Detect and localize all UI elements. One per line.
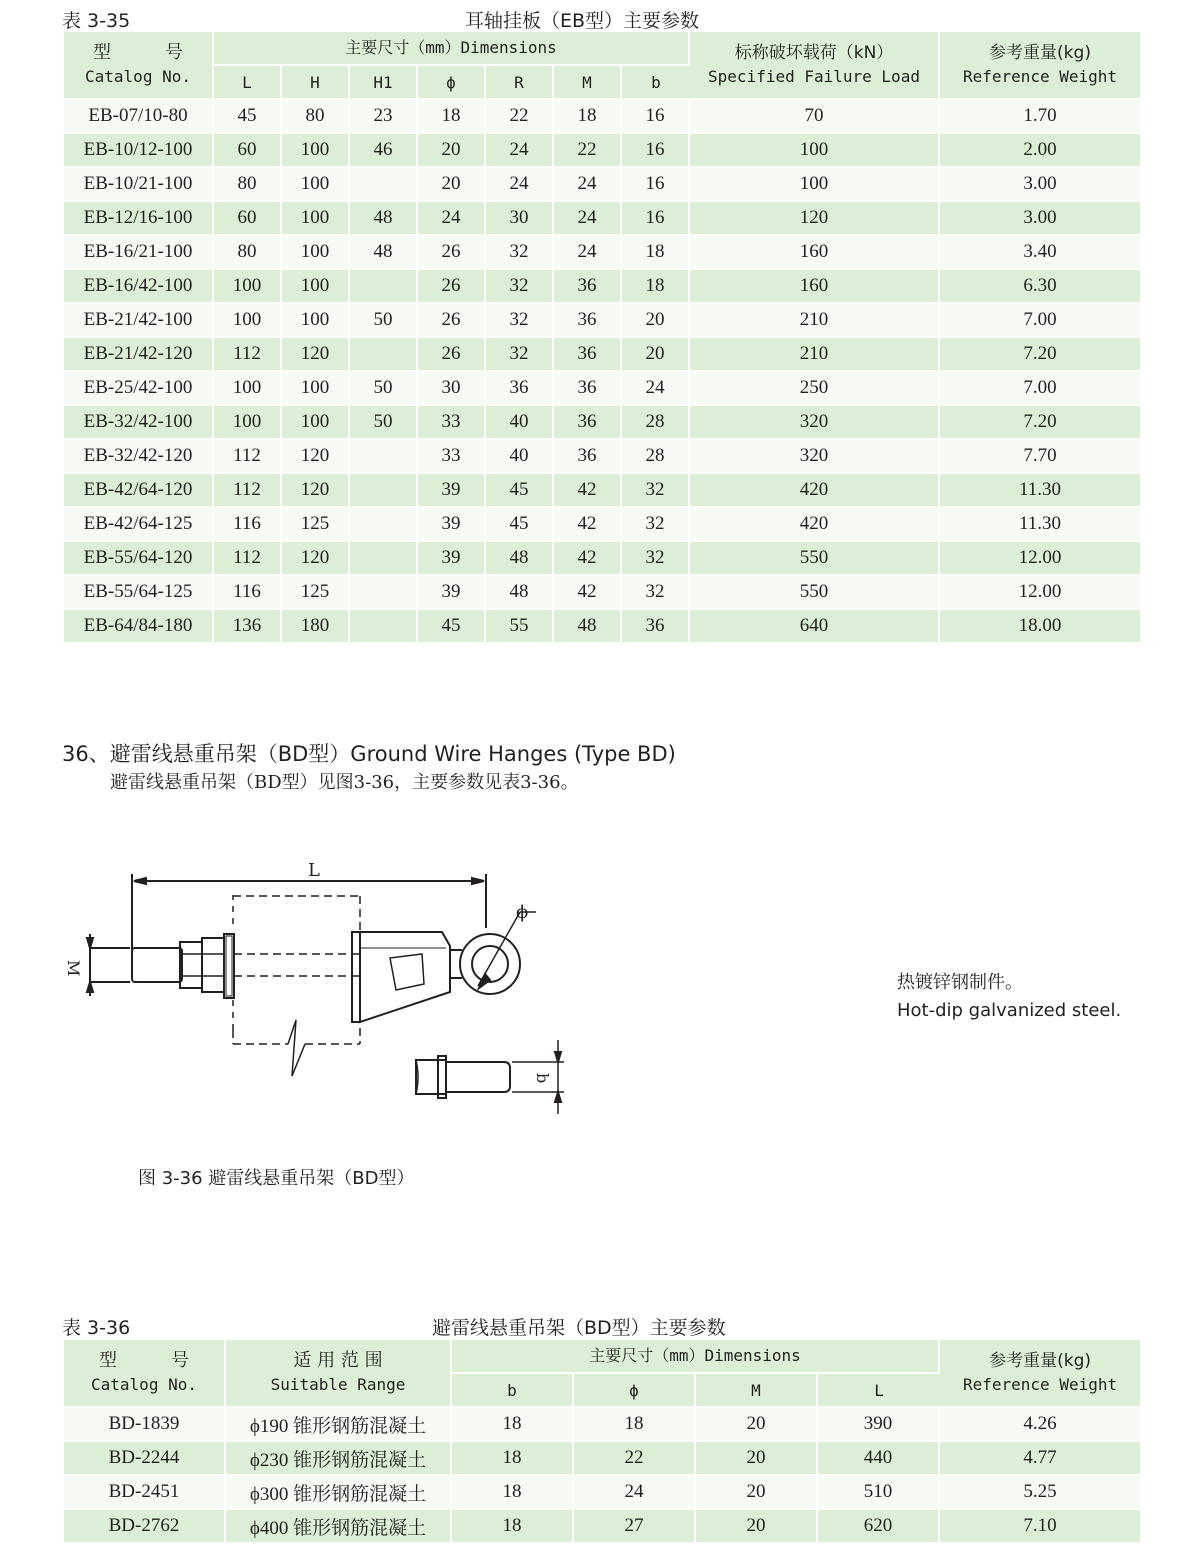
dim-label-phi: ϕ bbox=[516, 902, 529, 923]
table-cell: EB-21/42-120 bbox=[64, 338, 214, 372]
table-row bbox=[64, 338, 1140, 372]
table-cell: 24 bbox=[554, 168, 622, 202]
table-cell: 112 bbox=[214, 474, 282, 508]
table-cell: 80 bbox=[214, 236, 282, 270]
table-cell: 100 bbox=[282, 270, 350, 304]
table-cell: 42 bbox=[554, 542, 622, 576]
material-note-en: Hot-dip galvanized steel. bbox=[897, 1000, 1122, 1021]
table-cell: 18 bbox=[554, 100, 622, 134]
table-cell: 100 bbox=[690, 168, 940, 202]
dimensions-header: 主要尺寸（mm）Dimensions bbox=[452, 1340, 940, 1374]
col-header-phi: ϕ bbox=[418, 66, 486, 100]
table-cell: 22 bbox=[554, 134, 622, 168]
table-35-title: 耳轴挂板（EB型）主要参数 bbox=[465, 10, 700, 32]
table-cell: 20 bbox=[622, 304, 690, 338]
col-header-phi: ϕ bbox=[574, 1374, 696, 1408]
table-cell: 24 bbox=[486, 134, 554, 168]
table-cell: 18.00 bbox=[940, 610, 1140, 644]
table-cell: 32 bbox=[622, 576, 690, 610]
table-cell: 20 bbox=[696, 1408, 818, 1442]
table-row bbox=[64, 542, 1140, 576]
table-cell: 7.70 bbox=[940, 440, 1140, 474]
table-cell: 24 bbox=[554, 202, 622, 236]
bd-hanger-drawing bbox=[60, 850, 600, 1120]
table-cell: 11.30 bbox=[940, 474, 1140, 508]
table-cell: 420 bbox=[690, 474, 940, 508]
table-cell: BD-2244 bbox=[64, 1442, 226, 1476]
table-cell: 48 bbox=[350, 236, 418, 270]
table-cell: 12.00 bbox=[940, 576, 1140, 610]
table-row bbox=[64, 1510, 1140, 1544]
dimensions-header: 主要尺寸（mm）Dimensions bbox=[214, 32, 690, 66]
table-cell: 24 bbox=[554, 236, 622, 270]
table-cell: 125 bbox=[282, 508, 350, 542]
table-cell: 320 bbox=[690, 440, 940, 474]
table-row bbox=[64, 304, 1140, 338]
table-cell: 100 bbox=[214, 270, 282, 304]
table-cell: 40 bbox=[486, 440, 554, 474]
table-cell: 22 bbox=[574, 1442, 696, 1476]
table-cell: 18 bbox=[452, 1408, 574, 1442]
table-cell: 26 bbox=[418, 338, 486, 372]
col-header-H1: H1 bbox=[350, 66, 418, 100]
table-cell: 32 bbox=[486, 304, 554, 338]
table-cell: 120 bbox=[282, 474, 350, 508]
table-cell: 136 bbox=[214, 610, 282, 644]
table-cell: 80 bbox=[282, 100, 350, 134]
table-cell: 180 bbox=[282, 610, 350, 644]
table-cell: 48 bbox=[486, 576, 554, 610]
table-cell: 112 bbox=[214, 542, 282, 576]
table-cell: 42 bbox=[554, 474, 622, 508]
table-cell: 18 bbox=[574, 1408, 696, 1442]
table-cell: EB-16/42-100 bbox=[64, 270, 214, 304]
table-cell: 36 bbox=[554, 440, 622, 474]
table-cell: 24 bbox=[486, 168, 554, 202]
table-cell: 36 bbox=[554, 338, 622, 372]
table-36 bbox=[64, 1340, 1140, 1544]
table-cell: 36 bbox=[554, 406, 622, 440]
table-cell: 30 bbox=[486, 202, 554, 236]
table-cell: 4.77 bbox=[940, 1442, 1140, 1476]
table-row bbox=[64, 100, 1140, 134]
table-cell: EB-42/64-120 bbox=[64, 474, 214, 508]
table-35 bbox=[64, 32, 1140, 644]
table-cell: 26 bbox=[418, 236, 486, 270]
table-cell: EB-42/64-125 bbox=[64, 508, 214, 542]
table-cell: 48 bbox=[350, 202, 418, 236]
table-cell: 39 bbox=[418, 576, 486, 610]
table-cell: 60 bbox=[214, 134, 282, 168]
table-cell: EB-55/64-120 bbox=[64, 542, 214, 576]
catalog-header: 型 号 Catalog No. bbox=[64, 32, 214, 100]
table-cell: 23 bbox=[350, 100, 418, 134]
table-cell: 32 bbox=[486, 270, 554, 304]
table-cell: 39 bbox=[418, 474, 486, 508]
table-cell: 45 bbox=[214, 100, 282, 134]
table-cell: EB-25/42-100 bbox=[64, 372, 214, 406]
table-cell: EB-07/10-80 bbox=[64, 100, 214, 134]
failure-load-header: 标称破坏载荷（kN） Specified Failure Load bbox=[690, 32, 940, 100]
table-cell: 550 bbox=[690, 576, 940, 610]
material-note-cn: 热镀锌钢制件。 bbox=[897, 972, 1023, 993]
table-cell: 11.30 bbox=[940, 508, 1140, 542]
table-cell: BD-2451 bbox=[64, 1476, 226, 1510]
table-cell: 55 bbox=[486, 610, 554, 644]
table-cell: 33 bbox=[418, 440, 486, 474]
table-cell: ϕ300 锥形钢筋混凝土 bbox=[226, 1476, 452, 1510]
table-cell: 16 bbox=[622, 100, 690, 134]
table-cell: 12.00 bbox=[940, 542, 1140, 576]
table-cell: 550 bbox=[690, 542, 940, 576]
table-cell: 48 bbox=[554, 610, 622, 644]
table-36-title: 避雷线悬重吊架（BD型）主要参数 bbox=[432, 1317, 726, 1339]
table-cell: EB-10/12-100 bbox=[64, 134, 214, 168]
table-cell: ϕ230 锥形钢筋混凝土 bbox=[226, 1442, 452, 1476]
table-cell: 120 bbox=[282, 338, 350, 372]
table-cell: 22 bbox=[486, 100, 554, 134]
table-cell: EB-55/64-125 bbox=[64, 576, 214, 610]
table-cell: 36 bbox=[554, 372, 622, 406]
table-cell: 36 bbox=[486, 372, 554, 406]
table-cell: 36 bbox=[554, 270, 622, 304]
col-header-b: b bbox=[452, 1374, 574, 1408]
table-row bbox=[64, 610, 1140, 644]
table-cell: 32 bbox=[622, 508, 690, 542]
table-cell: EB-32/42-100 bbox=[64, 406, 214, 440]
table-cell: 60 bbox=[214, 202, 282, 236]
table-cell: 28 bbox=[622, 406, 690, 440]
table-cell: 26 bbox=[418, 270, 486, 304]
col-header-H: H bbox=[282, 66, 350, 100]
table-cell: 20 bbox=[696, 1442, 818, 1476]
table-cell: 100 bbox=[282, 236, 350, 270]
table-cell: 7.20 bbox=[940, 406, 1140, 440]
dim-label-b: b bbox=[533, 1073, 552, 1084]
dim-label-L: L bbox=[308, 860, 320, 881]
table-cell: 24 bbox=[622, 372, 690, 406]
table-cell: 18 bbox=[622, 236, 690, 270]
col-header-L: L bbox=[818, 1374, 940, 1408]
table-cell bbox=[350, 542, 418, 576]
table-cell: 18 bbox=[622, 270, 690, 304]
table-cell: 100 bbox=[214, 372, 282, 406]
table-cell: 20 bbox=[418, 134, 486, 168]
table-cell: 160 bbox=[690, 270, 940, 304]
table-cell: 32 bbox=[486, 236, 554, 270]
table-cell: 7.00 bbox=[940, 372, 1140, 406]
table-cell: 42 bbox=[554, 576, 622, 610]
table-cell: 27 bbox=[574, 1510, 696, 1544]
table-cell: 24 bbox=[418, 202, 486, 236]
table-cell: 16 bbox=[622, 168, 690, 202]
range-header: 适 用 范 围 Suitable Range bbox=[226, 1340, 452, 1408]
table-cell: 100 bbox=[282, 202, 350, 236]
table-cell: 120 bbox=[282, 542, 350, 576]
table-cell: 26 bbox=[418, 304, 486, 338]
table-row bbox=[64, 1442, 1140, 1476]
table-cell: 3.00 bbox=[940, 168, 1140, 202]
table-cell: 70 bbox=[690, 100, 940, 134]
table-cell: 16 bbox=[622, 202, 690, 236]
table-cell: 7.00 bbox=[940, 304, 1140, 338]
weight-header: 参考重量(kg) Reference Weight bbox=[940, 1340, 1140, 1408]
table-cell: 116 bbox=[214, 576, 282, 610]
table-cell: 50 bbox=[350, 406, 418, 440]
table-cell: 18 bbox=[452, 1510, 574, 1544]
figure-caption: 图 3-36 避雷线悬重吊架（BD型） bbox=[138, 1168, 415, 1189]
table-cell: 100 bbox=[214, 304, 282, 338]
table-36-label: 表 3-36 bbox=[62, 1317, 131, 1339]
col-header-M: M bbox=[696, 1374, 818, 1408]
table-cell bbox=[350, 610, 418, 644]
catalog-header: 型 号 Catalog No. bbox=[64, 1340, 226, 1408]
table-cell bbox=[350, 168, 418, 202]
table-row bbox=[64, 270, 1140, 304]
table-cell: 33 bbox=[418, 406, 486, 440]
table-cell: 80 bbox=[214, 168, 282, 202]
table-cell: 1.70 bbox=[940, 100, 1140, 134]
table-cell: 250 bbox=[690, 372, 940, 406]
table-row bbox=[64, 236, 1140, 270]
table-cell: 6.30 bbox=[940, 270, 1140, 304]
col-header-b: b bbox=[622, 66, 690, 100]
table-cell: 7.20 bbox=[940, 338, 1140, 372]
table-cell: 20 bbox=[696, 1476, 818, 1510]
table-cell: 640 bbox=[690, 610, 940, 644]
table-row bbox=[64, 440, 1140, 474]
table-cell: ϕ400 锥形钢筋混凝土 bbox=[226, 1510, 452, 1544]
table-cell: 48 bbox=[486, 542, 554, 576]
col-header-M: M bbox=[554, 66, 622, 100]
table-cell: 39 bbox=[418, 542, 486, 576]
table-cell: 18 bbox=[418, 100, 486, 134]
table-cell: 20 bbox=[418, 168, 486, 202]
dim-label-M: M bbox=[64, 960, 83, 977]
table-cell: 2.00 bbox=[940, 134, 1140, 168]
section-heading: 36、避雷线悬重吊架（BD型）Ground Wire Hanges (Type BD) bbox=[62, 742, 676, 766]
table-cell: 39 bbox=[418, 508, 486, 542]
table-cell: 50 bbox=[350, 372, 418, 406]
table-cell: 125 bbox=[282, 576, 350, 610]
table-cell: EB-21/42-100 bbox=[64, 304, 214, 338]
table-cell: ϕ190 锥形钢筋混凝土 bbox=[226, 1408, 452, 1442]
table-cell: 210 bbox=[690, 304, 940, 338]
table-cell: 4.26 bbox=[940, 1408, 1140, 1442]
table-cell: 36 bbox=[554, 304, 622, 338]
table-cell: 510 bbox=[818, 1476, 940, 1510]
table-row bbox=[64, 1408, 1140, 1442]
table-cell: 3.00 bbox=[940, 202, 1140, 236]
table-cell: 42 bbox=[554, 508, 622, 542]
table-cell: 40 bbox=[486, 406, 554, 440]
table-cell: 20 bbox=[696, 1510, 818, 1544]
table-cell: 7.10 bbox=[940, 1510, 1140, 1544]
table-cell: 112 bbox=[214, 338, 282, 372]
table-cell: 100 bbox=[282, 168, 350, 202]
table-cell: EB-10/21-100 bbox=[64, 168, 214, 202]
table-cell: BD-2762 bbox=[64, 1510, 226, 1544]
table-cell: 100 bbox=[282, 372, 350, 406]
col-header-R: R bbox=[486, 66, 554, 100]
table-cell: 390 bbox=[818, 1408, 940, 1442]
table-cell: 16 bbox=[622, 134, 690, 168]
table-row bbox=[64, 1476, 1140, 1510]
table-cell: 440 bbox=[818, 1442, 940, 1476]
table-cell: 210 bbox=[690, 338, 940, 372]
table-cell: 3.40 bbox=[940, 236, 1140, 270]
table-cell: 420 bbox=[690, 508, 940, 542]
table-cell bbox=[350, 440, 418, 474]
table-cell: 112 bbox=[214, 440, 282, 474]
table-cell: 28 bbox=[622, 440, 690, 474]
table-cell: 30 bbox=[418, 372, 486, 406]
table-cell: 160 bbox=[690, 236, 940, 270]
table-cell: EB-12/16-100 bbox=[64, 202, 214, 236]
table-row bbox=[64, 406, 1140, 440]
table-row bbox=[64, 168, 1140, 202]
table-cell: 45 bbox=[486, 508, 554, 542]
table-cell: 50 bbox=[350, 304, 418, 338]
table-cell: 120 bbox=[282, 440, 350, 474]
table-cell: EB-16/21-100 bbox=[64, 236, 214, 270]
table-cell: 116 bbox=[214, 508, 282, 542]
table-cell: 5.25 bbox=[940, 1476, 1140, 1510]
table-cell bbox=[350, 576, 418, 610]
table-cell: 100 bbox=[282, 134, 350, 168]
table-row bbox=[64, 508, 1140, 542]
table-cell: 18 bbox=[452, 1442, 574, 1476]
table-cell bbox=[350, 474, 418, 508]
table-cell: 100 bbox=[214, 406, 282, 440]
table-row bbox=[64, 372, 1140, 406]
table-cell: 620 bbox=[818, 1510, 940, 1544]
table-cell: 100 bbox=[282, 304, 350, 338]
table-row bbox=[64, 576, 1140, 610]
table-cell: 45 bbox=[418, 610, 486, 644]
table-row bbox=[64, 202, 1140, 236]
table-cell: 120 bbox=[690, 202, 940, 236]
table-cell: 320 bbox=[690, 406, 940, 440]
table-cell: 45 bbox=[486, 474, 554, 508]
table-cell: BD-1839 bbox=[64, 1408, 226, 1442]
table-cell: 100 bbox=[690, 134, 940, 168]
table-cell: 32 bbox=[486, 338, 554, 372]
weight-header: 参考重量(kg) Reference Weight bbox=[940, 32, 1140, 100]
col-header-L: L bbox=[214, 66, 282, 100]
table-cell: EB-32/42-120 bbox=[64, 440, 214, 474]
table-cell: 20 bbox=[622, 338, 690, 372]
table-cell: 100 bbox=[282, 406, 350, 440]
table-cell: 18 bbox=[452, 1476, 574, 1510]
table-35-label: 表 3-35 bbox=[62, 10, 131, 32]
table-cell: 46 bbox=[350, 134, 418, 168]
table-cell: 36 bbox=[622, 610, 690, 644]
table-cell: EB-64/84-180 bbox=[64, 610, 214, 644]
table-cell bbox=[350, 338, 418, 372]
table-cell: 32 bbox=[622, 542, 690, 576]
table-cell: 24 bbox=[574, 1476, 696, 1510]
table-cell: 32 bbox=[622, 474, 690, 508]
table-row bbox=[64, 474, 1140, 508]
table-cell bbox=[350, 270, 418, 304]
table-row bbox=[64, 134, 1140, 168]
section-subtext: 避雷线悬重吊架（BD型）见图3-36，主要参数见表3-36。 bbox=[110, 772, 579, 793]
table-cell bbox=[350, 508, 418, 542]
